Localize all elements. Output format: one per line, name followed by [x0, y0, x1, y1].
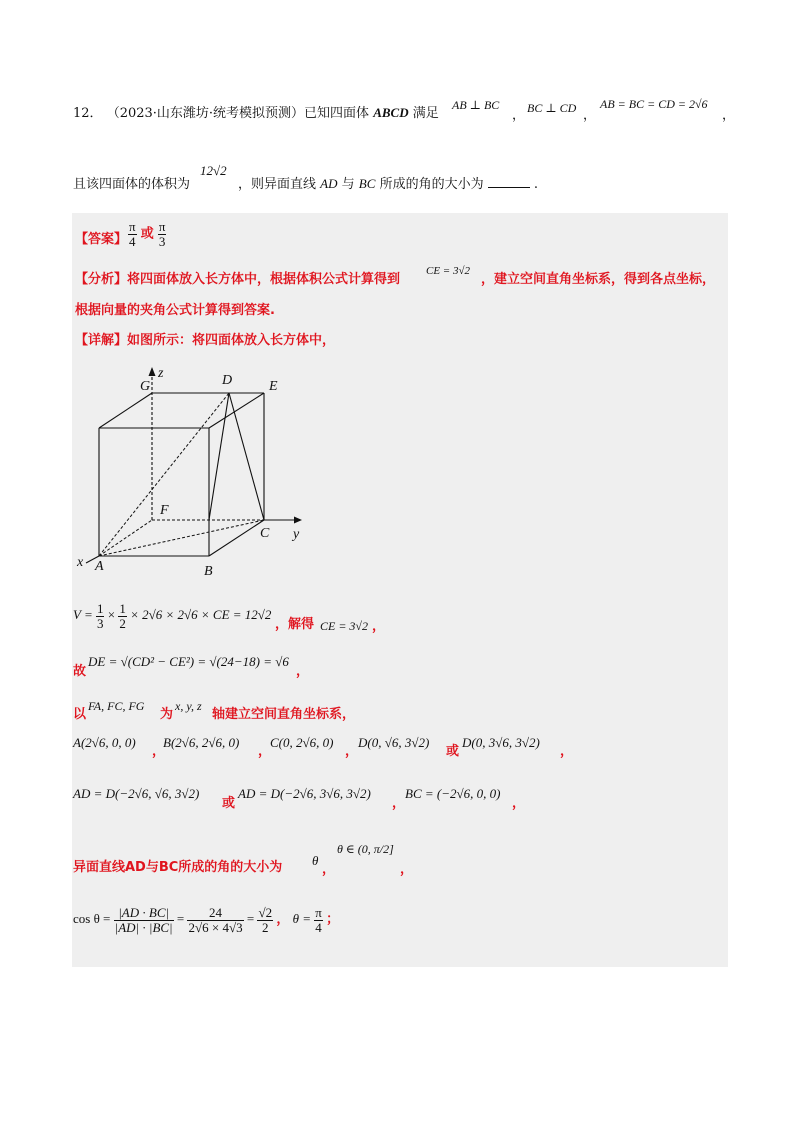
label-g: G — [140, 379, 151, 394]
label-y: y — [293, 527, 300, 542]
theta-result-lhs: θ = — [292, 911, 312, 927]
point-c: C(0, 2√6, 0) — [270, 735, 334, 750]
sep-7: ， — [322, 862, 336, 877]
value-frac — [187, 906, 243, 934]
edge-top-right — [209, 393, 264, 428]
theta-range: θ ∈ (0, π/2] — [337, 842, 394, 856]
cos-frac — [114, 906, 174, 934]
sep-6: ， — [512, 796, 526, 811]
answer-blank — [488, 177, 530, 188]
label-d: D — [222, 373, 233, 388]
condition-bc-perp-cd: BC ⊥ CD — [527, 101, 577, 115]
z-axis-arrow — [149, 367, 156, 376]
question-text-c: 所成的角的大小为 — [379, 177, 484, 192]
point-b: B(2√6, 2√6, 0) — [163, 735, 240, 750]
yi-text: 以 — [73, 707, 87, 722]
detail-label: 【详解】 — [75, 333, 128, 348]
frac-one-half: $\frac{1}{2}$ — [119, 601, 126, 631]
analysis-label: 【分析】 — [75, 272, 128, 287]
point-d1: D(0, √6, 3√2) — [358, 735, 430, 750]
label-a: A — [95, 559, 104, 574]
question-period: . — [533, 177, 538, 192]
label-e: E — [269, 379, 278, 394]
label-f: F — [160, 503, 169, 518]
huo-2: 或 — [222, 796, 236, 811]
final-semicolon: ； — [326, 912, 340, 928]
volume-value: 12√2 — [200, 163, 227, 178]
label-c: C — [260, 526, 270, 541]
sep-3: ， — [345, 744, 359, 759]
label-b: B — [204, 564, 213, 579]
angle-text: 异面直线AD与BC所成的角的大小为 — [73, 860, 283, 875]
jiede-text: ，解得 — [275, 617, 315, 632]
analysis-text-1: 将四面体放入长方体中，根据体积公式计算得到 — [127, 272, 401, 287]
condition-equal-lengths: AB = BC = CD = 2√6 — [600, 97, 708, 111]
cos-lhs: cos θ = — [73, 911, 111, 927]
analysis-text-3: 根据向量的夹角公式计算得到答案. — [75, 303, 275, 318]
satisfy-text: 满足 — [412, 106, 439, 121]
answer-or: 或 — [140, 226, 154, 242]
cuboid-figure — [72, 360, 322, 585]
condition-ab-perp-bc: AB ⊥ BC — [452, 98, 500, 112]
wei-text: 为 — [160, 707, 174, 722]
de-end: ， — [296, 664, 310, 679]
ce-end: ， — [372, 619, 386, 634]
sep-2: ， — [258, 744, 272, 759]
volume-lhs: V = — [73, 607, 96, 623]
analysis-ce: CE = 3√2 — [426, 265, 471, 277]
question-source: （2023·山东潍坊·统考模拟预测）已知四面体 — [106, 106, 370, 121]
line-ad: AD — [320, 176, 338, 191]
volume-rhs: × 2√6 × 2√6 × CE = 12√2 — [130, 607, 272, 623]
edge-dc — [229, 393, 264, 520]
value-numerator: 24 — [187, 906, 243, 921]
de-equation: DE = √(CD² − CE²) = √(24−18) = √6 — [88, 654, 289, 669]
eq-1: = — [176, 911, 185, 927]
sqrt2-denominator: 2 — [262, 919, 269, 935]
sep-4: ， — [560, 744, 574, 759]
hidden-edge-ac — [99, 520, 264, 556]
theta-four: 4 — [315, 919, 322, 935]
answer-den-1: 4 — [129, 233, 136, 249]
cos-denominator: |AD| · |BC| — [114, 919, 173, 935]
comma-1: ， — [512, 108, 526, 123]
sep-9: ， — [276, 912, 290, 928]
axes-from: FA, FC, FG — [88, 699, 145, 713]
point-a: A(2√6, 0, 0) — [73, 735, 136, 750]
analysis-text-2: ，建立空间直角坐标系，得到各点坐标， — [481, 272, 716, 287]
theta-pi: π — [315, 905, 322, 920]
question-text-b: ，则异面直线 — [238, 177, 317, 192]
detail-text: 如图所示：将四面体放入长方体中， — [127, 333, 336, 348]
label-z: z — [158, 366, 164, 381]
tetrahedron-name: ABCD — [373, 105, 409, 120]
answer-frac-1 — [128, 220, 137, 248]
axes-to: x, y, z — [175, 699, 202, 713]
y-axis-arrow — [294, 517, 302, 524]
vector-ad-1: AD = D(−2√6, √6, 3√2) — [73, 786, 200, 801]
gu-text: 故 — [73, 664, 87, 679]
sep-1: ， — [152, 744, 166, 759]
answer-frac-2 — [158, 220, 167, 248]
vector-ad-2: AD = D(−2√6, 3√6, 3√2) — [238, 786, 371, 801]
label-x: x — [77, 555, 84, 570]
frac-one-third: $\frac{1}{3}$ — [96, 601, 104, 631]
theta-result-frac — [314, 906, 323, 934]
ce-result: CE = 3√2 — [320, 619, 369, 633]
sep-8: ， — [400, 862, 414, 877]
answer-den-2: 3 — [158, 233, 166, 249]
edge-bottom-right — [209, 520, 264, 556]
coord-text: 轴建立空间直角坐标系， — [212, 707, 356, 722]
sqrt2-frac — [257, 906, 273, 934]
eq-2: = — [246, 911, 255, 927]
theta-symbol: θ — [312, 853, 319, 868]
line-bc: BC — [358, 176, 376, 191]
answer-label: 【答案】 — [75, 232, 128, 247]
cos-numerator: |AD · BC| — [114, 906, 174, 921]
answer-pi-1: π — [129, 219, 136, 234]
value-denominator: 2√6 × 4√3 — [188, 919, 243, 935]
edge-top-left — [99, 393, 152, 428]
volume-intro: 且该四面体的体积为 — [73, 177, 191, 192]
sep-5: ， — [392, 796, 406, 811]
vector-bc: BC = (−2√6, 0, 0) — [405, 786, 501, 801]
answer-pi-2: π — [158, 219, 166, 234]
sqrt2-numerator: √2 — [258, 905, 273, 920]
comma-2: ， — [583, 108, 597, 123]
word-yu: 与 — [341, 177, 355, 192]
edge-dc-front — [209, 393, 229, 520]
point-d2: D(0, 3√6, 3√2) — [462, 735, 540, 750]
question-number: 12． — [73, 106, 103, 121]
huo-1: 或 — [446, 744, 460, 759]
comma-3: ， — [722, 108, 736, 123]
solution-box — [72, 213, 728, 967]
